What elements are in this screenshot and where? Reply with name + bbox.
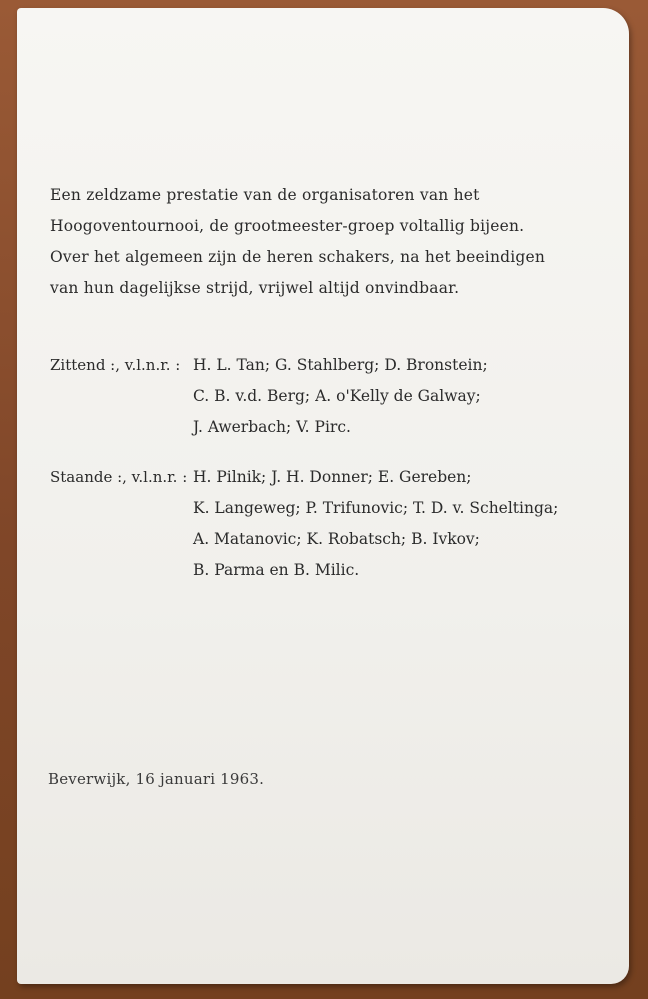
- seated-label: Zittend :, v.l.n.r. :: [50, 356, 181, 374]
- seated-names: [193, 350, 488, 443]
- name-line: K. Langeweg; P. Trifunovic; T. D. v. Scheltinga;: [193, 499, 559, 517]
- standing-label: Staande :, v.l.n.r. :: [50, 468, 188, 486]
- standing-names: [193, 462, 558, 586]
- name-line: B. Parma en B. Milic.: [193, 561, 360, 579]
- name-line: J. Awerbach; V. Pirc.: [193, 418, 351, 436]
- intro-line: Over het algemeen zijn de heren schakers, na het beeindigen: [50, 248, 546, 266]
- name-line: A. Matanovic; K. Robatsch; B. Ivkov;: [193, 530, 480, 548]
- intro-line: Een zeldzame prestatie van de organisatoren van het: [50, 186, 480, 204]
- name-line: H. L. Tan; G. Stahlberg; D. Bronstein;: [193, 356, 488, 374]
- intro-paragraph: [50, 180, 545, 304]
- place-date: Beverwijk, 16 januari 1963.: [48, 770, 265, 788]
- printed-card: [17, 8, 629, 984]
- intro-line: van hun dagelijkse strijd, vrijwel altijd onvindbaar.: [50, 279, 460, 297]
- name-line: H. Pilnik; J. H. Donner; E. Gereben;: [193, 468, 472, 486]
- name-line: C. B. v.d. Berg; A. o'Kelly de Galway;: [193, 387, 481, 405]
- intro-line: Hoogoventournooi, de grootmeester-groep voltallig bijeen.: [50, 217, 525, 235]
